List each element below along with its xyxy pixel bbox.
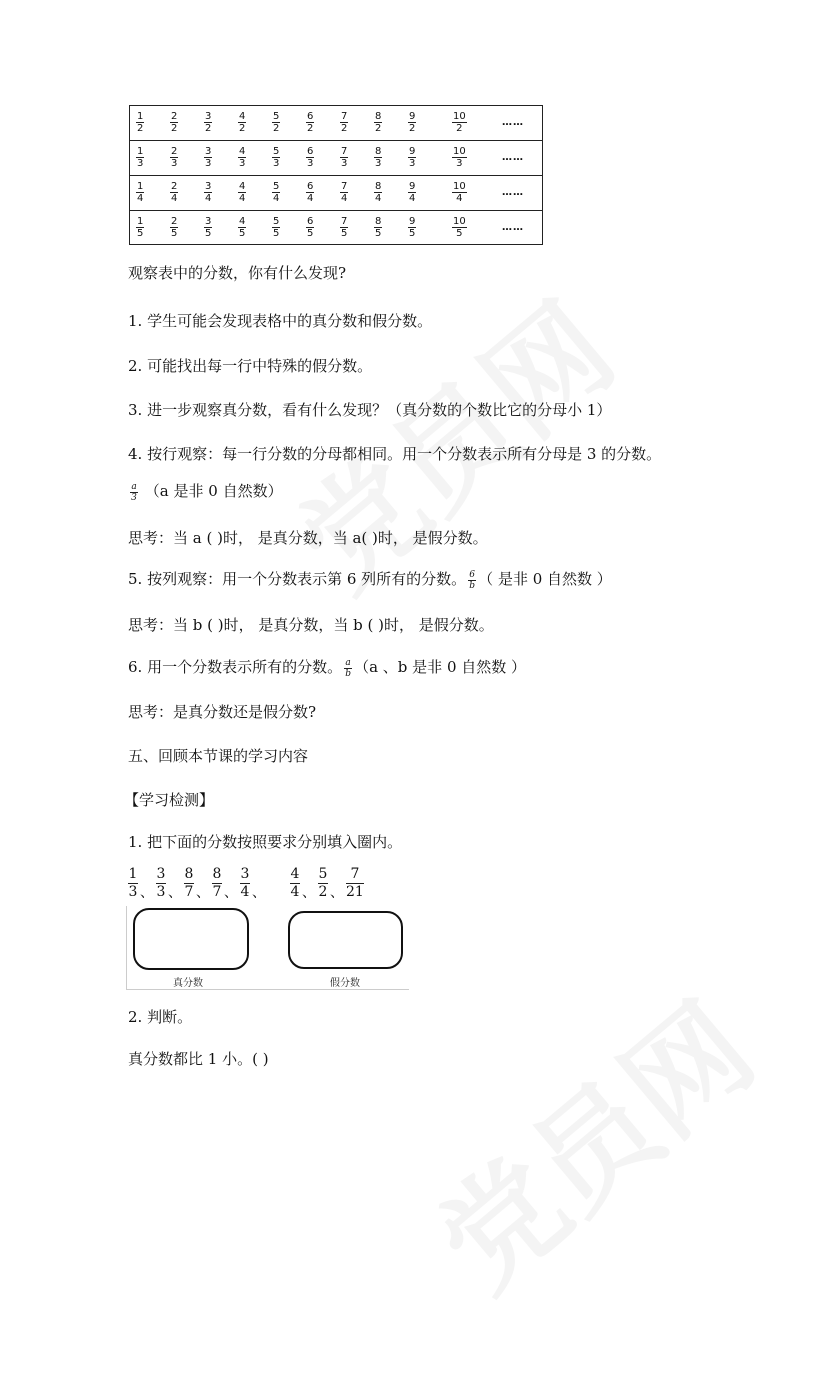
separator: 、	[224, 885, 238, 901]
fraction-6-over-b: $\frac{6}{b}$	[469, 569, 476, 591]
exercise-fractions	[128, 862, 364, 904]
fraction-cell: 8 5	[375, 216, 382, 239]
exercise-fraction: 1 3	[128, 865, 138, 900]
observe-question: 观察表中的分数，你有什么发现?	[128, 264, 347, 282]
fraction-cell: 10 5	[453, 216, 466, 239]
fraction-cell: 10 4	[453, 181, 466, 204]
a-note: （a 是非 0 自然数）	[144, 482, 283, 500]
fraction-cell: 7 3	[341, 146, 348, 169]
fraction-cell: 8 3	[375, 146, 382, 169]
fraction-cell: 2 5	[171, 216, 178, 239]
fraction-cell: 1 4	[137, 181, 144, 204]
fraction-cell: 6 3	[307, 146, 314, 169]
fraction-cell: 8 4	[375, 181, 382, 204]
fraction-cell: 9 3	[409, 146, 416, 169]
exercise-fraction: 3 4	[240, 865, 250, 900]
think-3: 思考：是真分数还是假分数?	[128, 703, 317, 721]
fraction-cell: 2 4	[171, 181, 178, 204]
fraction-table-row	[130, 141, 542, 176]
fraction-a-over-3-line	[128, 480, 283, 503]
check-title: 【学习检测】	[124, 791, 215, 809]
fraction-cell: 6 5	[307, 216, 314, 239]
fraction-cell: 3 5	[205, 216, 212, 239]
fraction-cell: 5 2	[273, 111, 280, 134]
exercise-fraction: 4 4	[290, 865, 300, 900]
proper-fraction-label: 真分数	[173, 978, 203, 989]
fraction-cell: 7 2	[341, 111, 348, 134]
item-1: 1. 学生可能会发现表格中的真分数和假分数。	[128, 312, 433, 330]
fraction-table	[129, 105, 543, 245]
think-2: 思考：当 b ( )时， 是真分数，当 b ( )时， 是假分数。	[128, 616, 494, 634]
fraction-cell: 9 4	[409, 181, 416, 204]
fraction-a-over-b: $\frac{a}{b}$	[345, 657, 351, 679]
fraction-cell: 10 2	[453, 111, 466, 134]
ab-note: （a 、b 是非 0 自然数 ）	[354, 658, 527, 676]
fraction-cell: 5 3	[273, 146, 280, 169]
exercise-fraction: 7 21	[346, 865, 364, 900]
fraction-cell: 8 2	[375, 111, 382, 134]
improper-fraction-box[interactable]	[288, 911, 403, 969]
sorting-boxes	[126, 906, 409, 990]
think-1: 思考：当 a ( )时， 是真分数，当 a( )时， 是假分数。	[128, 529, 488, 547]
ellipsis: ……	[502, 152, 524, 163]
ellipsis: ……	[502, 117, 524, 128]
question-2: 2. 判断。	[128, 1008, 193, 1026]
fraction-cell: 1 5	[137, 216, 144, 239]
ellipsis: ……	[502, 222, 524, 233]
item-4: 4. 按行观察：每一行分数的分母都相同。用一个分数表示所有分母是 3 的分数。	[128, 445, 662, 463]
fraction-cell: 10 3	[453, 146, 466, 169]
ellipsis: ……	[502, 187, 524, 198]
fraction-cell: 4 4	[239, 181, 246, 204]
exercise-fraction: 8 7	[212, 865, 222, 900]
separator: 、	[168, 885, 182, 901]
b-note: （ 是非 0 自然数 ）	[478, 570, 612, 588]
fraction-table-row	[130, 106, 542, 141]
fraction-cell: 3 4	[205, 181, 212, 204]
separator: 、	[252, 885, 266, 901]
separator: 、	[196, 885, 210, 901]
item-5: 5. 按列观察：用一个分数表示第 6 列所有的分数。	[128, 570, 467, 588]
judge-1: 真分数都比 1 小。( )	[128, 1050, 269, 1068]
fraction-a-over-3: $\frac{a}{3}$	[131, 481, 137, 503]
fraction-cell: 3 3	[205, 146, 212, 169]
fraction-cell: 5 5	[273, 216, 280, 239]
fraction-cell: 4 3	[239, 146, 246, 169]
separator: 、	[140, 885, 154, 901]
fraction-cell: 1 3	[137, 146, 144, 169]
item-5-line	[128, 568, 612, 591]
fraction-cell: 7 4	[341, 181, 348, 204]
separator: 、	[330, 885, 344, 901]
fraction-cell: 9 5	[409, 216, 416, 239]
fraction-cell: 3 2	[205, 111, 212, 134]
fraction-cell: 2 3	[171, 146, 178, 169]
fraction-cell: 6 4	[307, 181, 314, 204]
separator: 、	[302, 885, 316, 901]
item-6-line	[128, 656, 526, 679]
fraction-cell: 6 2	[307, 111, 314, 134]
section-5-heading: 五、回顾本节课的学习内容	[128, 747, 309, 765]
fraction-cell: 5 4	[273, 181, 280, 204]
exercise-fraction: 3 3	[156, 865, 166, 900]
exercise-fraction: 8 7	[184, 865, 194, 900]
fraction-cell: 4 2	[239, 111, 246, 134]
exercise-fraction: 5 2	[318, 865, 328, 900]
fraction-table-row	[130, 176, 542, 211]
item-2: 2. 可能找出每一行中特殊的假分数。	[128, 357, 373, 375]
improper-fraction-label: 假分数	[330, 978, 360, 989]
fraction-cell: 2 2	[171, 111, 178, 134]
proper-fraction-box[interactable]	[133, 908, 249, 970]
fraction-cell: 1 2	[137, 111, 144, 134]
fraction-cell: 7 5	[341, 216, 348, 239]
fraction-cell: 9 2	[409, 111, 416, 134]
fraction-cell: 4 5	[239, 216, 246, 239]
item-3: 3. 进一步观察真分数，看有什么发现？（真分数的个数比它的分母小 1）	[128, 401, 612, 419]
question-1: 1. 把下面的分数按照要求分别填入圈内。	[128, 833, 403, 851]
item-6: 6. 用一个分数表示所有的分数。	[128, 658, 343, 676]
fraction-table-row	[130, 211, 542, 246]
